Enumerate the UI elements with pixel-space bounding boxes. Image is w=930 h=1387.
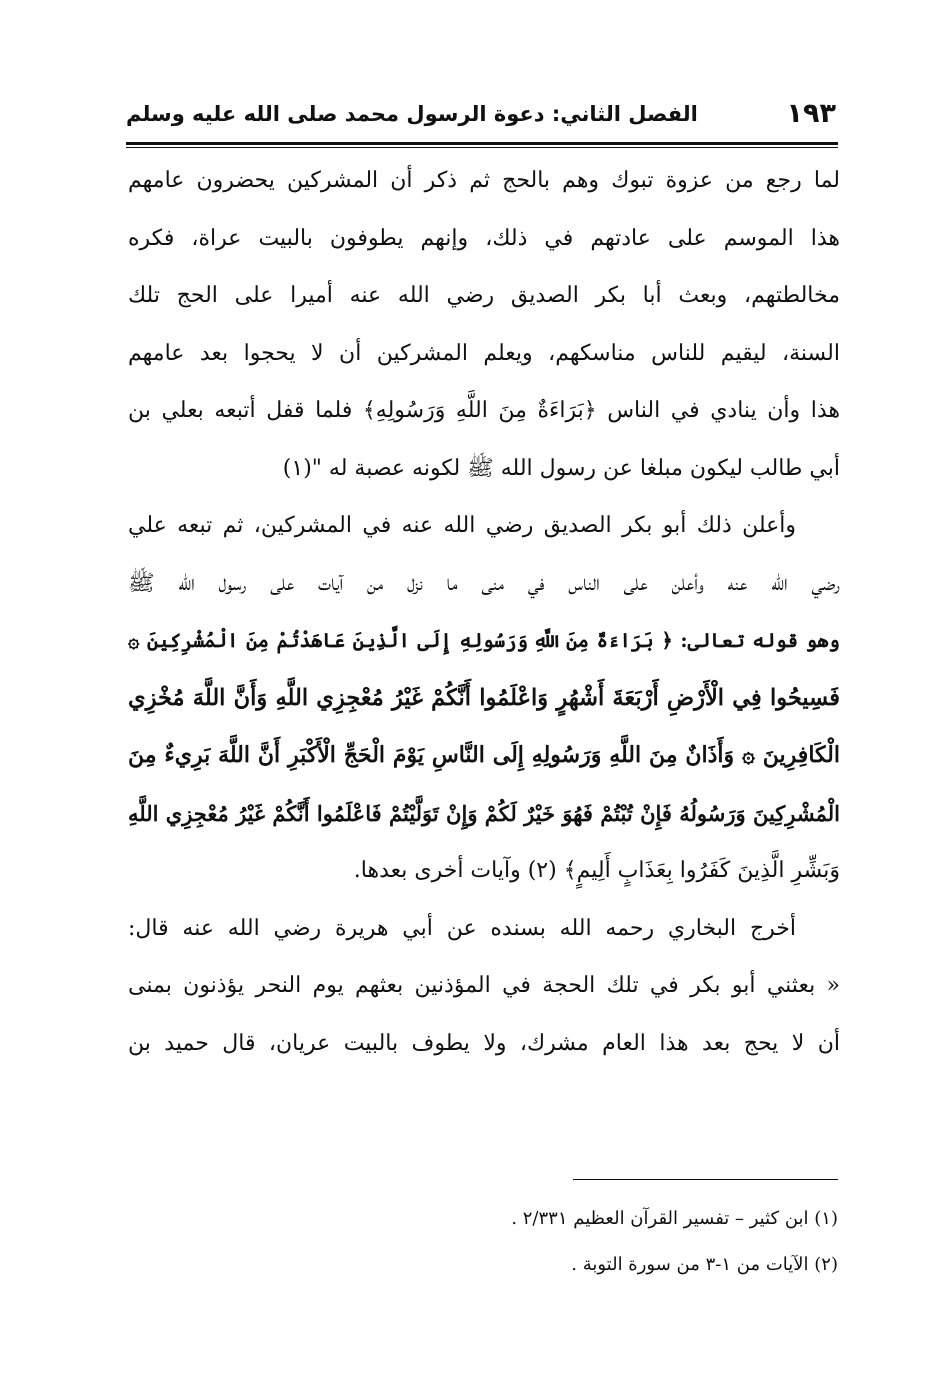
header-rule — [126, 142, 838, 145]
body-line: وَبَشِّرِ الَّذِينَ كَفَرُوا بِعَذَابٍ أَلِيمٍ﴾ (٢) وآيات أخرى بعدها. — [353, 858, 840, 883]
body-line: هذا الموسم على عادتهم في ذلك، وإنهم يطوفون بالبيت عراة، فكره — [128, 225, 840, 251]
footnote-2: (٢) الآيات من ١-٣ من سورة التوبة . — [571, 1254, 838, 1275]
body-line: رضي الله عنه وأعلن على الناس في منى ما نزل من آيات على رسول الله ﷺ — [128, 570, 840, 596]
body-line: أن لا يحج بعد هذا العام مشرك، ولا يطوف بالبيت عريان، قال حميد بن — [128, 1030, 840, 1056]
quran-verse-line: فَسِيحُوا فِي الْأَرْضِ أَرْبَعَةَ أَشْهُرٍ وَاعْلَمُوا أَنَّكُمْ غَيْرُ مُعْجِزِي اللَّهِ وَأَنَّ اللَّهَ مُخْزِي — [128, 684, 840, 711]
body-line: هذا وأن ينادي في الناس ﴿بَرَاءَةٌ مِنَ اللَّهِ وَرَسُولِهِ﴾ فلما قفل أتبعه بعلي بن — [128, 398, 840, 423]
body-line: مخالطتهم، وبعث أبا بكر الصديق رضي الله عنه أميرا على الحج تلك — [128, 283, 840, 308]
body-line: السنة، ليقيم للناس مناسكهم، ويعلم المشركين أن لا يحجوا بعد عامهم — [128, 340, 840, 366]
body-text — [128, 152, 840, 1072]
quran-verse-line: الْمُشْرِكِينَ وَرَسُولُهُ فَإِنْ تُبْتُمْ فَهُوَ خَيْرٌ لَكُمْ وَإِنْ تَوَلَّيْتُمْ فَاعْلَمُوا أَنَّكُمْ غَيْرُ مُعْجِزِي اللَّهِ — [128, 800, 840, 826]
header-rule-thin — [126, 147, 838, 148]
footnote-1: (١) ابن كثير – تفسير القرآن العظيم ٢/٣٣١ . — [511, 1208, 838, 1229]
quran-verse-line: وهو قوله تعالى: ﴿ بَرَاءَةٌ مِنَ اللَّهِ وَرَسُولِهِ إِلَى الَّذِينَ عَاهَدْتُمْ مِنَ الْمُشْرِكِينَ ۞ — [128, 629, 840, 652]
page-header — [126, 96, 836, 140]
footnote-rule — [573, 1179, 838, 1180]
page-number: ١٩٣ — [786, 98, 836, 129]
body-line: أبي طالب ليكون مبلغا عن رسول الله ﷺ لكونه عصبة له "(١) — [282, 455, 840, 481]
footnotes — [200, 1196, 838, 1288]
body-line: وأعلن ذلك أبو بكر الصديق رضي الله عنه في المشركين، ثم تبعه علي — [128, 513, 796, 538]
quran-verse-line: الْكَافِرِينَ ۞ وَأَذَانٌ مِنَ اللَّهِ وَرَسُولِهِ إِلَى النَّاسِ يَوْمَ الْحَجِّ الْأَكْبَرِ أَنَّ اللَّهَ بَرِيءٌ مِنَ — [128, 742, 840, 768]
body-line: لما رجع من عزوة تبوك وهم بالحج ثم ذكر أن المشركين يحضرون عامهم — [128, 168, 840, 193]
running-title: الفصل الثاني: دعوة الرسول محمد صلى الله عليه وسلم — [126, 102, 698, 126]
body-line: أخرج البخاري رحمه الله بسنده عن أبي هريرة رضي الله عنه قال: — [128, 915, 796, 941]
body-line: « بعثني أبو بكر في تلك الحجة في المؤذنين بعثهم يوم النحر يؤذنون بمنى — [128, 973, 840, 998]
